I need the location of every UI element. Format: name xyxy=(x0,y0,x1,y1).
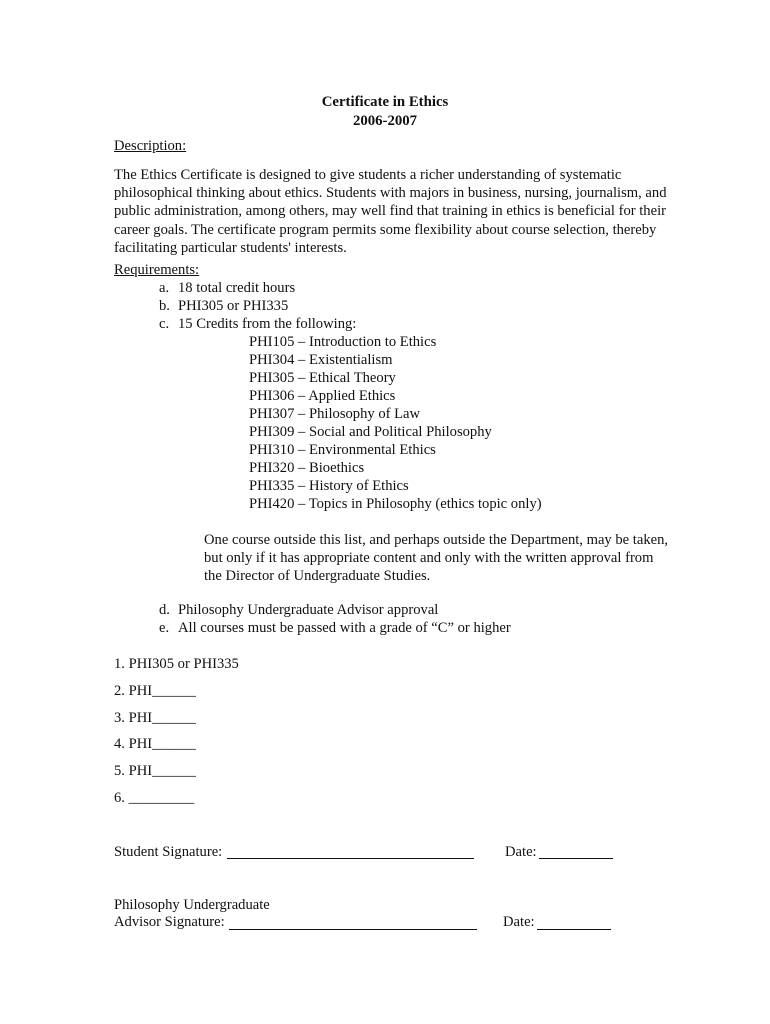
requirement-item: d. Philosophy Undergraduate Advisor approval xyxy=(159,602,439,618)
course-slot: 4. PHI______ xyxy=(114,736,196,752)
document-title: Certificate in Ethics xyxy=(321,94,449,110)
student-signature-label: Student Signature: xyxy=(114,844,223,860)
student-date-line[interactable] xyxy=(539,858,613,859)
requirement-item: e. All courses must be passed with a grade of “C” or higher xyxy=(159,620,511,636)
requirements-heading: Requirements: xyxy=(114,262,200,278)
advisor-signature-label: Advisor Signature: xyxy=(114,914,225,930)
course-item: PHI105 – Introduction to Ethics xyxy=(249,334,437,350)
document-year: 2006-2007 xyxy=(352,113,418,129)
requirement-item: a. 18 total credit hours xyxy=(159,280,296,296)
course-slot: 3. PHI______ xyxy=(114,710,196,726)
student-date-label: Date: xyxy=(505,844,537,860)
advisor-date-line[interactable] xyxy=(537,929,611,930)
course-slot: 2. PHI______ xyxy=(114,683,196,699)
course-item: PHI335 – History of Ethics xyxy=(249,478,409,494)
course-item: PHI320 – Bioethics xyxy=(249,460,365,476)
advisor-signature-line[interactable] xyxy=(229,929,477,930)
description-heading: Description: xyxy=(114,138,187,154)
course-slot: 5. PHI______ xyxy=(114,763,196,779)
course-item: PHI304 – Existentialism xyxy=(249,352,393,368)
course-item: PHI307 – Philosophy of Law xyxy=(249,406,421,422)
advisor-title-label: Philosophy Undergraduate xyxy=(114,897,270,913)
requirement-item: c. 15 Credits from the following: xyxy=(159,316,357,332)
course-item: PHI420 – Topics in Philosophy (ethics topic only) xyxy=(249,496,542,512)
course-slot: 1. PHI305 or PHI335 xyxy=(114,656,239,672)
description-paragraph: The Ethics Certificate is designed to give students a richer understanding of systematic philosophical thinking about ethics. Students with majors in business, nursing, journalism, and public administration, among others, may well find that training in ethics is beneficial for their career goals. The certificate program permits some flexibility about course selection, thereby facilitating particular students' interests. xyxy=(114,167,667,256)
course-slot: 6. _________ xyxy=(114,790,195,806)
course-item: PHI309 – Social and Political Philosophy xyxy=(249,424,492,440)
course-item: PHI306 – Applied Ethics xyxy=(249,388,396,404)
student-signature-line[interactable] xyxy=(227,858,474,859)
advisor-date-label: Date: xyxy=(503,914,535,930)
outside-course-note: One course outside this list, and perhaps outside the Department, may be taken, but only if it has appropriate content and only with the written approval from the Director of Undergraduate Studies. xyxy=(204,532,669,585)
course-item: PHI310 – Environmental Ethics xyxy=(249,442,436,458)
course-item: PHI305 – Ethical Theory xyxy=(249,370,396,386)
requirement-item: b. PHI305 or PHI335 xyxy=(159,298,289,314)
